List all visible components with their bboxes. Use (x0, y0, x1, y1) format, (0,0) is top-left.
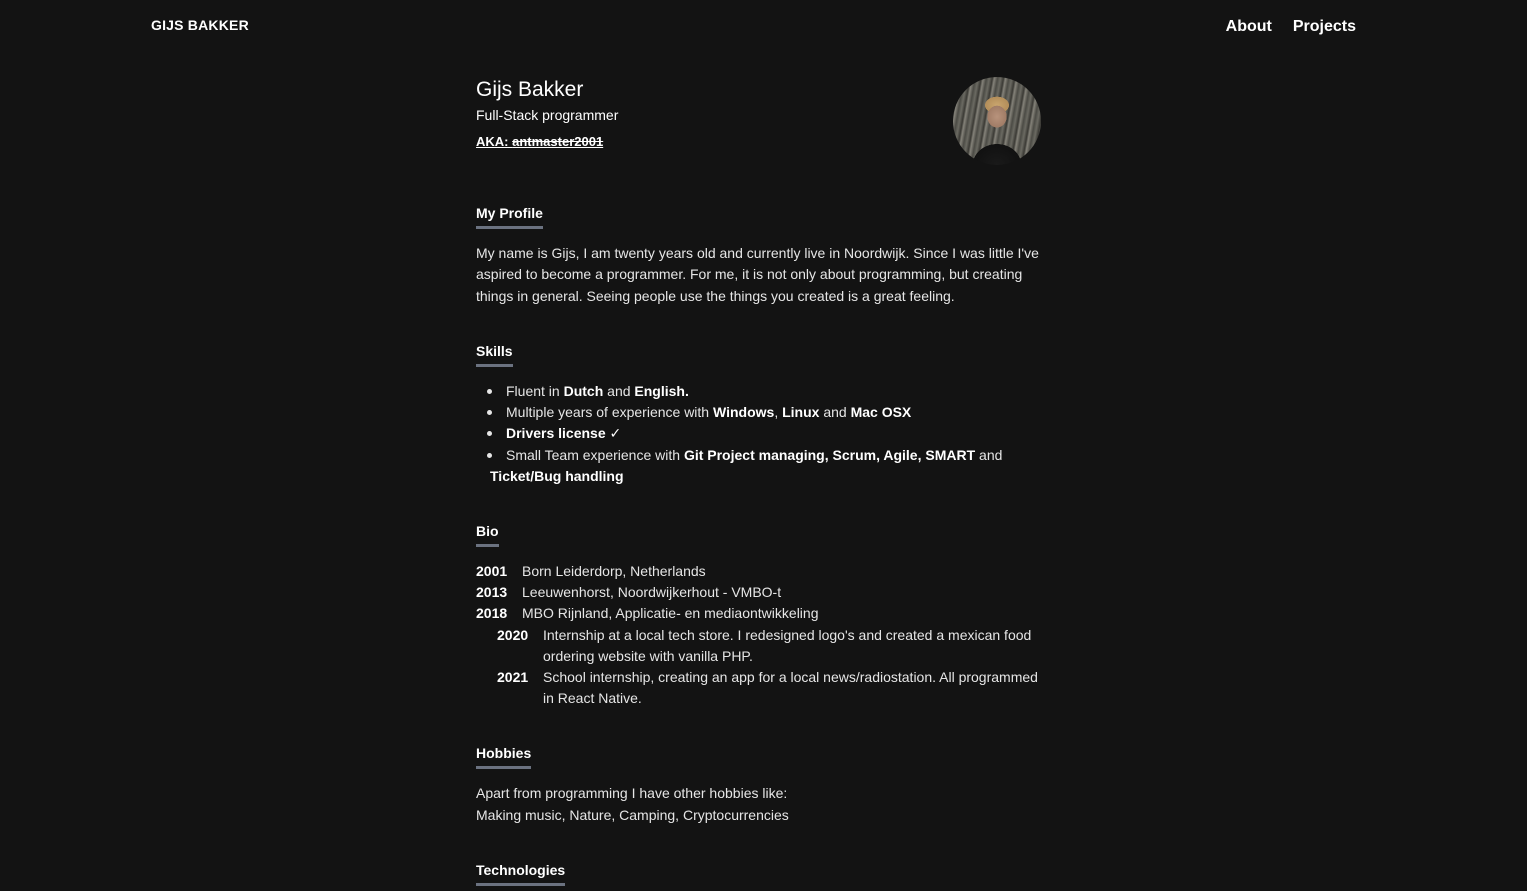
aka-name: antmaster2001 (512, 134, 604, 149)
list-item: 2018 MBO Rijnland, Applicatie- en mediaontwikkeling (476, 605, 819, 622)
list-item: Fluent in Dutch and English. (476, 381, 1042, 402)
brand-logo-link[interactable]: GIJS BAKKER (151, 17, 249, 33)
profile-text: My name is Gijs, I am twenty years old and currently live in Noordwijk. Since I was little I've aspired to become a programmer. For me, it is not only about programming, but creating things in general. Seeing people use the things you created is a great feeling. (476, 245, 1039, 304)
bio-heading: Bio (476, 522, 499, 547)
list-item: 2021 School internship, creating an app for a local news/radiostation. All programmed in React Native. (497, 668, 1038, 707)
list-item: Drivers license ✓ (476, 423, 1042, 444)
aka-prefix: AKA: (476, 134, 509, 149)
avatar (953, 77, 1041, 165)
skills-list (476, 381, 1042, 487)
skills-heading: Skills (476, 342, 513, 367)
nav-projects-link[interactable]: Projects (1292, 18, 1356, 35)
list-item: Small Team experience with Git Project managing, Scrum, Agile, SMART and Ticket/Bug handling (476, 445, 1042, 487)
list-item: Multiple years of experience with Windows, Linux and Mac OSX (476, 402, 1042, 423)
top-navigation (0, 0, 1527, 56)
person-name: Gijs Bakker (476, 78, 584, 101)
hobbies-section (476, 744, 1042, 826)
nav-about-link[interactable]: About (1225, 18, 1272, 35)
person-role: Full-Stack programmer (476, 107, 619, 123)
technologies-section (476, 861, 1042, 886)
hobbies-heading: Hobbies (476, 744, 531, 769)
bio-section (476, 522, 1042, 709)
profile-heading: My Profile (476, 204, 543, 229)
list-item: 2013 Leeuwenhorst, Noordwijkerhout - VMBO-t (476, 584, 782, 601)
main-content (476, 74, 1042, 886)
hero (476, 77, 1042, 187)
profile-section (476, 204, 1042, 307)
bio-timeline (476, 561, 1042, 709)
technologies-heading: Technologies (476, 861, 565, 886)
list-item: 2001 Born Leiderdorp, Netherlands (476, 562, 706, 579)
main-nav (1226, 18, 1356, 36)
list-item: 2020 Internship at a local tech store. I redesigned logo's and created a mexican food ordering website with vanilla PHP. (497, 626, 1032, 664)
skills-section (476, 342, 1042, 487)
hobbies-text: Apart from programming I have other hobbies like: Making music, Nature, Camping, Cryptocurrencies (476, 785, 789, 823)
